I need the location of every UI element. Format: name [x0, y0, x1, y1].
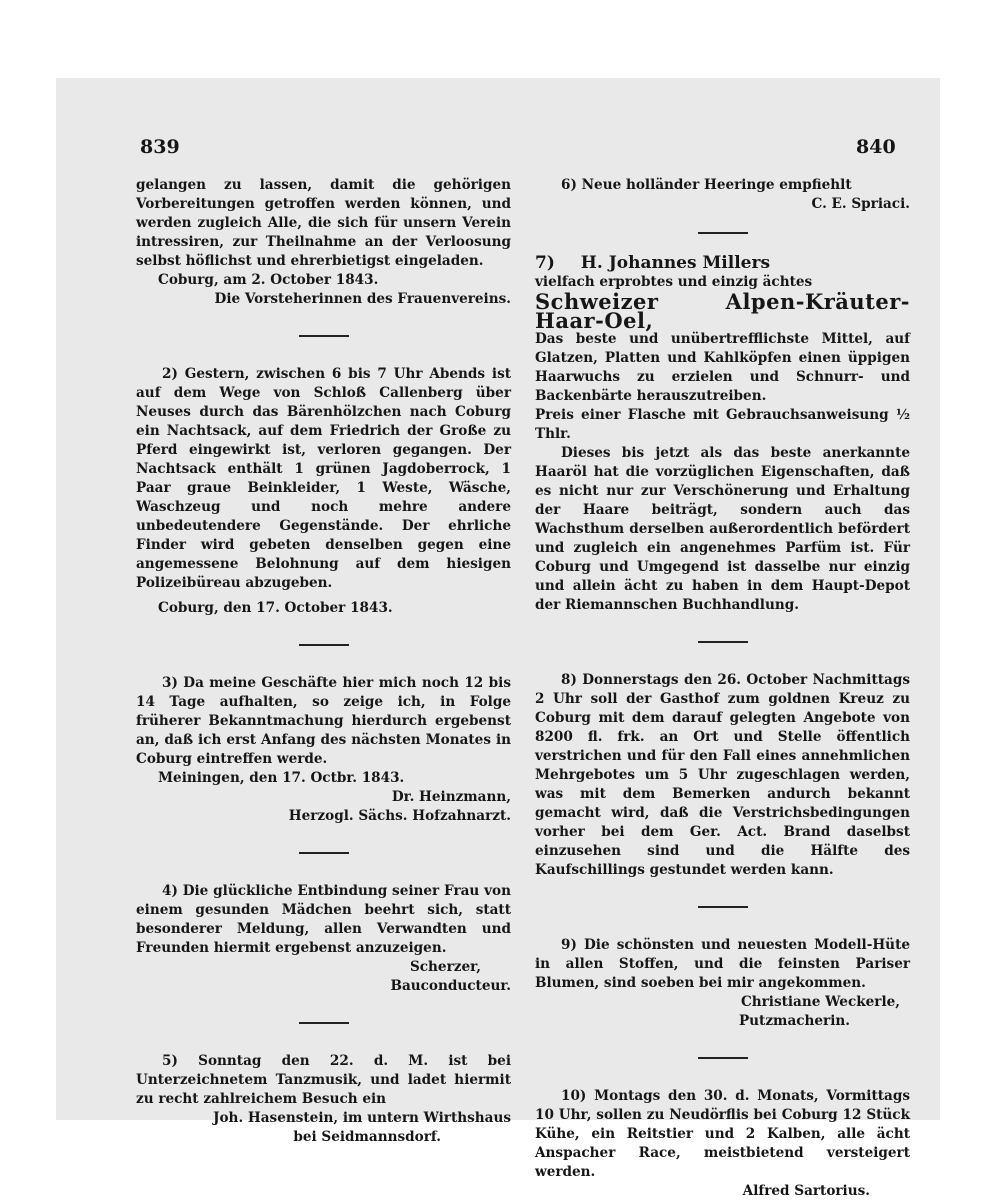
ad7-subtitle: vielfach erprobtes und einzig ächtes	[535, 274, 813, 290]
ad3-date-line: Meiningen, den 17. Octbr. 1843.	[158, 770, 405, 786]
ad9-signature-name: Christiane Weckerle,	[740, 994, 900, 1010]
ad5-signature-name: Joh. Hasenstein, im untern Wirthshaus	[213, 1110, 511, 1126]
ad1-signature: Die Vorsteherinnen des Frauenvereins.	[214, 291, 511, 307]
ad10-signature: Alfred Sartorius.	[742, 1183, 870, 1199]
ad8-text: 8) Donnerstags den 26. October Nachmittags 2 Uhr soll der Gasthof zum goldnen Kreuz zu Coburg mit dem darauf gelegten Angebote von 8200 fl. frk. an Ort und Stelle öffentlich verstrichen und für den Fall eines annehmlichen Mehrgebotes um 5 Uhr zugeschlagen werden, was mit dem Bemerken andurch bekannt gemacht wird, daß die Verstrichsbedingungen vorher bei dem Ger. Act. Brand daselbst einzusehen sind und die Hälfte des Kaufschillings gestundet werden kann.	[535, 672, 910, 878]
ad6-signature: C. E. Spriaci.	[811, 196, 910, 212]
ad4-text: 4) Die glückliche Entbindung seiner Frau von einem gesunden Mädchen beehrt sich, statt besonderer Meldung, allen Verwandten und Freunden hiermit ergebenst anzuzeigen.	[136, 883, 511, 956]
left-column	[136, 176, 511, 1147]
ad2-text: 2) Gestern, zwischen 6 bis 7 Uhr Abends ist auf dem Wege von Schloß Callenberg über Neuses durch das Bärenhölzchen nach Coburg ein Nachtsack, auf dem Friedrich der Große zu Pferd eingewirkt ist, verloren gegangen. Der Nachtsack enthält 1 grünen Jagdoberrock, 1 Paar graue Beinkleider, 1 Weste, Wäsche, Waschzeug und noch mehre andere unbedeutendere Gegenstände. Der ehrliche Finder wird gebeten denselben gegen eine angemessene Belohnung auf dem hiesigen Polizeibüreau abzugeben.	[136, 366, 511, 591]
ad4-signature-name: Scherzer,	[409, 959, 481, 975]
ad7-price: Preis einer Flasche mit Gebrauchsanweisung ½ Thlr.	[535, 407, 910, 442]
page-number-right: 840	[856, 136, 896, 158]
separator-line	[299, 335, 349, 337]
separator-line	[698, 1057, 748, 1059]
ad7-text-1: Das beste und unübertrefflichste Mittel, auf Glatzen, Platten und Kahlköpfen einen üppigen Haarwuchs zu erzielen und Schnurr- und Backenbärte herauszutreiben.	[535, 331, 910, 404]
separator-line	[299, 644, 349, 646]
ad3-signature-name: Dr. Heinzmann,	[391, 789, 511, 805]
ad3-signature-title: Herzogl. Sächs. Hofzahnarzt.	[288, 808, 511, 824]
separator-line	[299, 1022, 349, 1024]
ad7-number: 7)	[535, 253, 555, 273]
ad7-heading	[535, 254, 910, 273]
separator-line	[698, 906, 748, 908]
ad7-product-name: Schweizer Alpen-Kräuter-Haar-Oel,	[535, 289, 910, 333]
ad6-text: 6) Neue holländer Heeringe empfiehlt	[561, 177, 852, 193]
ad9-signature-title: Putzmacherin.	[738, 1013, 850, 1029]
ad9-text: 9) Die schönsten und neuesten Modell-Hüte in allen Stoffen, und die feinsten Pariser Blumen, sind soeben bei mir angekommen.	[535, 937, 910, 991]
ad5-text: 5) Sonntag den 22. d. M. ist bei Unterzeichnetem Tanzmusik, und ladet hiermit zu recht zahlreichem Besuch ein	[136, 1053, 511, 1107]
ad10-text: 10) Montags den 30. d. Monats, Vormittags 10 Uhr, sollen zu Neudörflis bei Coburg 12 Stück Kühe, ein Reitstier und 2 Kalben, alle ächt Anspacher Race, meistbietend versteigert werden.	[535, 1088, 910, 1180]
ad5-signature-place: bei Seidmannsdorf.	[293, 1129, 441, 1145]
ad7-name: H. Johannes Millers	[580, 253, 771, 273]
page-number-left: 839	[140, 136, 180, 158]
ad7-text-2: Dieses bis jetzt als das beste anerkannte Haaröl hat die vorzüglichen Eigenschaften, daß es nicht nur zur Verschönerung und Erhaltung der Haare beiträgt, sondern auch das Wachsthum derselben außerordentlich befördert und zugleich ein angenehmes Parfüm ist. Für Coburg und Umgegend ist dasselbe nur einzig und allein ächt zu haben in dem Haupt-Depot der Riemannschen Buchhandlung.	[535, 445, 910, 613]
separator-line	[698, 641, 748, 643]
ad4-signature-title: Bauconducteur.	[390, 978, 511, 994]
ad1-date-line: Coburg, am 2. October 1843.	[158, 272, 379, 288]
separator-line	[299, 852, 349, 854]
ad2-date-line: Coburg, den 17. October 1843.	[158, 600, 393, 616]
right-column	[535, 176, 910, 1201]
separator-line	[698, 232, 748, 234]
ad1-text: gelangen zu lassen, damit die gehörigen Vorbereitungen getroffen werden können, und werden zugleich Alle, die sich für unsern Verein intressiren, zur Theilnahme an der Verloosung selbst höflichst und ehrerbietigst eingeladen.	[136, 177, 511, 269]
ad3-text: 3) Da meine Geschäfte hier mich noch 12 bis 14 Tage aufhalten, so zeige ich, in Folge früherer Bekanntmachung hierdurch ergebenst an, daß ich erst Anfang des nächsten Monates in Coburg eintreffen werde.	[136, 675, 511, 767]
